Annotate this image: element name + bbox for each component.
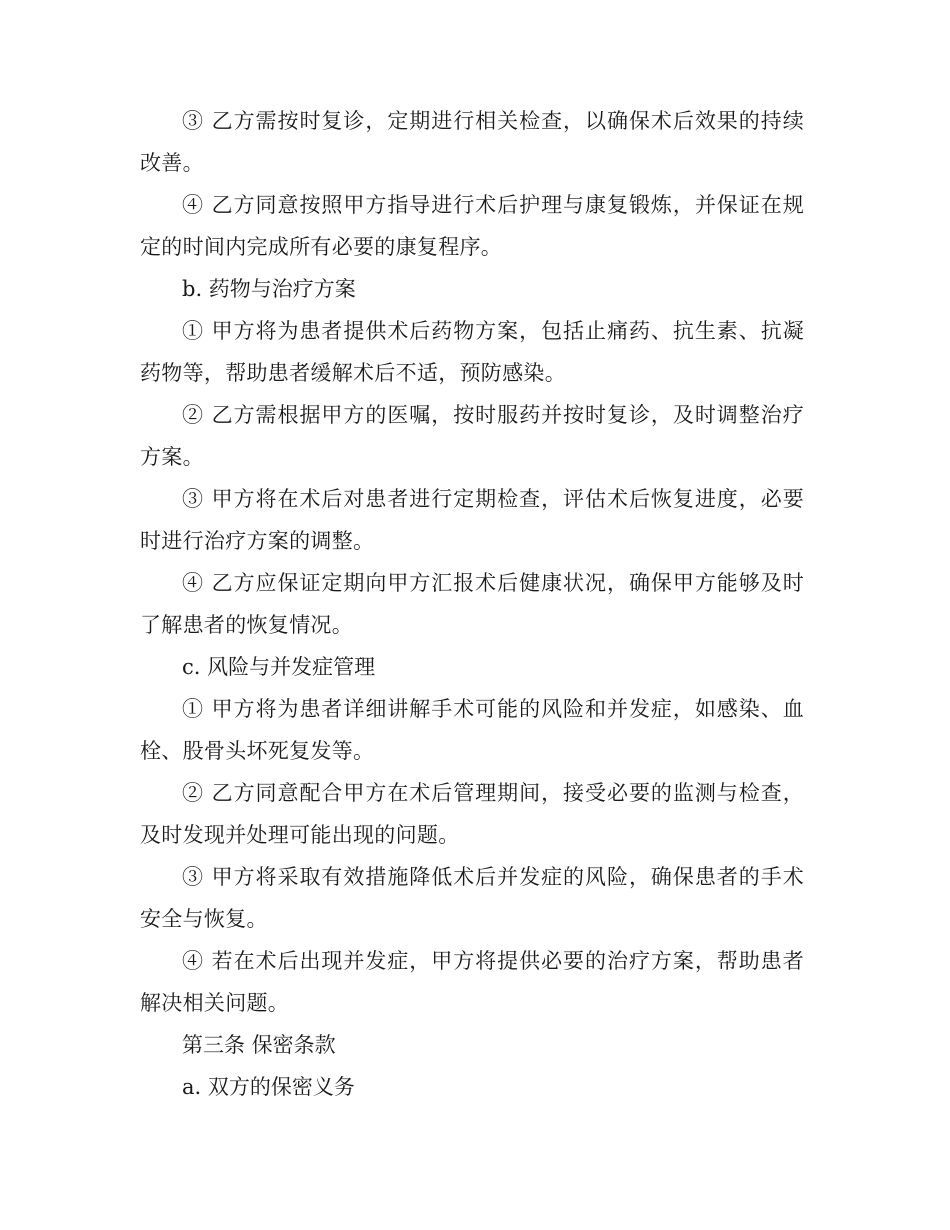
paragraph-c-item-3: ③ 甲方将采取有效措施降低术后并发症的风险，确保患者的手术安全与恢复。 [140, 865, 804, 931]
paragraph-b-item-3: ③ 甲方将在术后对患者进行定期检查，评估术后恢复进度，必要时进行治疗方案的调整。 [140, 487, 804, 553]
paragraph-c-item-1: ① 甲方将为患者详细讲解手术可能的风险和并发症，如感染、血栓、股骨头坏死复发等。 [140, 697, 804, 763]
paragraph-b-item-2: ② 乙方需根据甲方的医嘱，按时服药并按时复诊，及时调整治疗方案。 [140, 403, 804, 469]
article-title: 第三条 保密条款 [182, 1033, 336, 1057]
paragraph-c-item-2: ② 乙方同意配合甲方在术后管理期间，接受必要的监测与检查，及时发现并处理可能出现的问题。 [140, 781, 804, 847]
paragraph-c-item-4: ④ 若在术后出现并发症，甲方将提供必要的治疗方案，帮助患者解决相关问题。 [140, 949, 804, 1015]
paragraph-item-3: ③ 乙方需按时复诊，定期进行相关检查，以确保术后效果的持续改善。 [140, 109, 804, 175]
paragraph-item-4: ④ 乙方同意按照甲方指导进行术后护理与康复锻炼，并保证在规定的时间内完成所有必要的康复程序。 [140, 193, 804, 259]
article-subheading-a: a. 双方的保密义务 [182, 1075, 355, 1099]
section-heading-b: b. 药物与治疗方案 [182, 277, 356, 301]
paragraph-b-item-1: ① 甲方将为患者提供术后药物方案，包括止痛药、抗生素、抗凝药物等，帮助患者缓解术后不适，预防感染。 [140, 319, 804, 385]
section-heading-c: c. 风险与并发症管理 [182, 655, 376, 679]
paragraph-b-item-4: ④ 乙方应保证定期向甲方汇报术后健康状况，确保甲方能够及时了解患者的恢复情况。 [140, 571, 804, 637]
document-page [140, 100, 804, 1108]
